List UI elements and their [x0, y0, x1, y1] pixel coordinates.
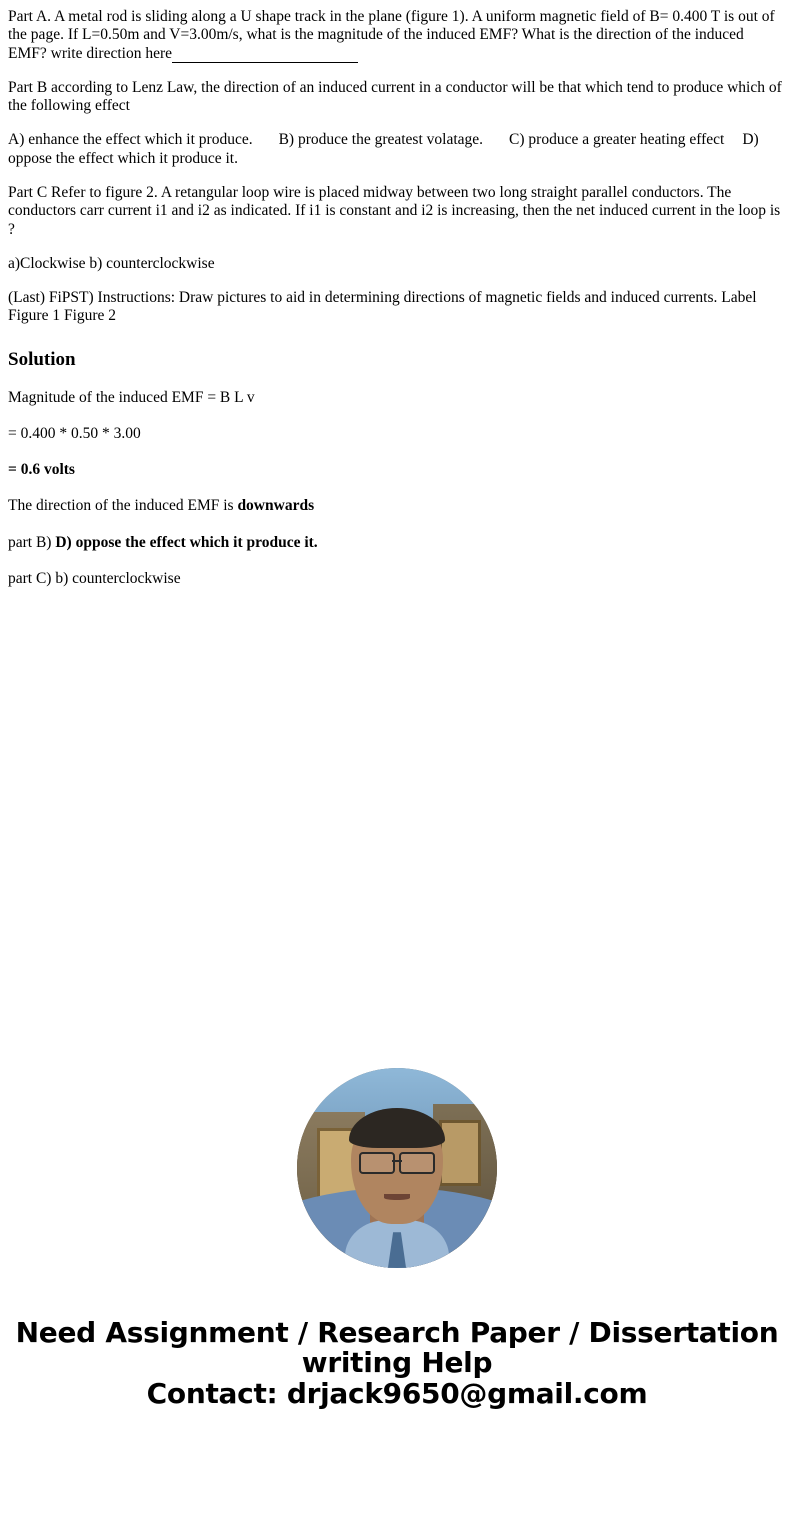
footer-contact — [8, 1318, 786, 1433]
question-part-b: Part B according to Lenz Law, the direction of an induced current in a conductor will be that which tend to produce which of the following effect — [8, 78, 782, 115]
solution-heading: Solution — [8, 348, 76, 370]
question-part-c-choices: a)Clockwise b) counterclockwise — [8, 254, 215, 272]
choice-c: C) produce a greater heating effect — [509, 131, 725, 149]
footer-line-2: Contact: drjack9650@gmail.com — [146, 1376, 648, 1410]
solution-line-substitution: = 0.400 * 0.50 * 3.00 — [8, 424, 141, 442]
solution-line-part-c: part C) b) counterclockwise — [8, 569, 181, 587]
solution-direction-prefix: The direction of the induced EMF is — [8, 497, 238, 515]
glasses-bridge-icon — [392, 1160, 402, 1162]
question-part-b-choices — [8, 131, 786, 168]
choice-d: D) oppose the effect which it produce it. — [8, 131, 759, 167]
glasses-lens-right-icon — [399, 1152, 435, 1174]
portrait-mouth — [384, 1194, 410, 1200]
solution-direction-value: downwards — [237, 497, 315, 515]
solution-part-b-answer: D) oppose the effect which it produce it. — [55, 533, 318, 551]
portrait-picture-frame-right — [439, 1120, 481, 1186]
question-part-c: Part C Refer to figure 2. A retangular loop wire is placed midway between two long straight parallel conductors. The conductors carr current i1 and i2 as indicated. If i1 is constant and i2 is increasing, then the net induced current in the loop is ? — [8, 183, 781, 238]
choice-b: B) produce the greatest volatage. — [278, 131, 484, 149]
solution-line-part-b — [8, 534, 786, 552]
question-part-a-text: Part A. A metal rod is sliding along a U shape track in the plane (figure 1). A uniform magnetic field of B= 0.400 T is out of the page. If L=0.50m and V=3.00m/s, what is the magnitude of the induced EMF? What is the direction of the induced EMF? write direction here — [8, 8, 775, 62]
solution-part-b-prefix: part B) — [8, 533, 56, 551]
footer-line-1: Need Assignment / Research Paper / Dissertation writing Help — [15, 1316, 779, 1380]
glasses-lens-left-icon — [359, 1152, 395, 1174]
solution-line-direction — [8, 497, 786, 515]
solution-line-result: = 0.6 volts — [8, 461, 75, 479]
answer-blank-line — [172, 47, 358, 63]
portrait-container — [8, 1068, 786, 1268]
choice-a: A) enhance the effect which it produce. — [8, 131, 253, 149]
solution-line-formula: Magnitude of the induced EMF = B L v — [8, 388, 255, 406]
instructions-text: (Last) FiPST) Instructions: Draw pictures to aid in determining directions of magnetic fields and induced currents. Label Figure 1 Figure 2 — [8, 289, 757, 325]
question-part-a — [8, 8, 786, 63]
avatar — [297, 1068, 497, 1268]
